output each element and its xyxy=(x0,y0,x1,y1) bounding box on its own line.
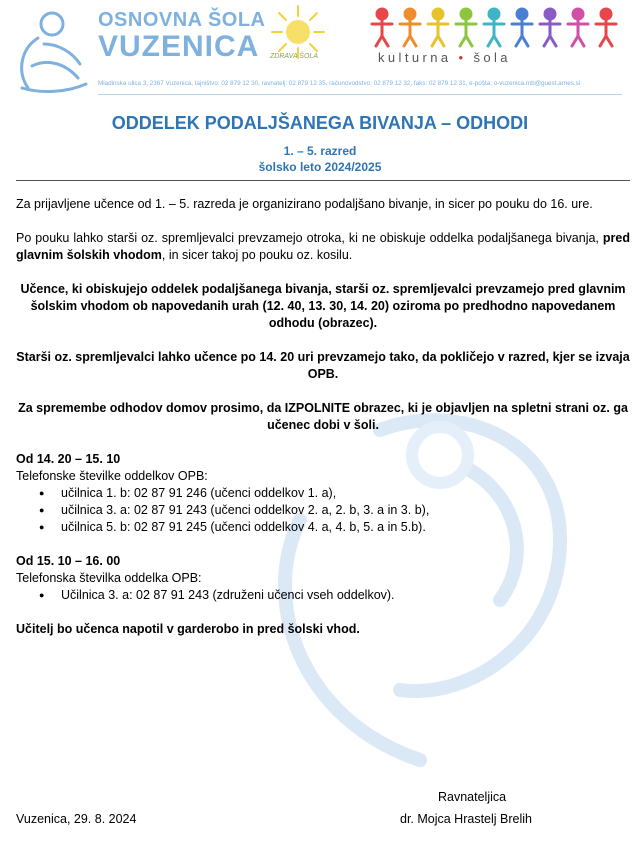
title-divider xyxy=(16,180,630,181)
section-1-heading: Od 14. 20 – 15. 10 xyxy=(16,452,121,466)
signer-role: Ravnateljica xyxy=(438,790,507,804)
header-divider xyxy=(98,94,622,95)
document-subtitle-year: šolsko leto 2024/2025 xyxy=(258,160,382,174)
place-date: Vuzenica, 29. 8. 2024 xyxy=(16,812,137,826)
signer-name: dr. Mojca Hrastelj Brelih xyxy=(400,812,532,826)
paragraph-3: Učence, ki obiskujejo oddelek podaljšanega bivanja, starši oz. spremljevalci prevzamejo pred glavnim šolskim vhodom ob napovedanih urah (12. 40, 13. 30, 14. 20) oziroma po predhodno napovedanem odhodu (obrazec). xyxy=(20,282,626,330)
document-title: ODDELEK PODALJŠANEGA BIVANJA – ODHODI xyxy=(111,113,529,133)
kulturna-dot: • xyxy=(451,50,474,65)
paragraph-2-b: , in sicer takoj po pouku oz. kosilu. xyxy=(161,248,353,262)
section-2-label: Telefonska številka oddelka OPB: xyxy=(16,571,202,585)
school-name xyxy=(98,10,266,62)
sola-word: šola xyxy=(473,50,511,65)
school-logo-icon xyxy=(8,4,90,94)
paragraph-2 xyxy=(16,230,630,264)
list-item: ● učilnica 3. a: 02 87 91 243 (učenci oddelkov 2. a, 2. b, 3. a in 3. b), xyxy=(61,502,630,519)
section-1-list xyxy=(16,485,630,536)
spacer xyxy=(16,213,630,230)
school-address: Mladinska ulica 3, 2367 Vuzenica, tajništvo: 02 879 12 30, ravnatelj: 02 879 12 35, računovodstvo: 02 879 12 32, faks: 02 879 12 31, e-pošta: o-vuzenica.mb@guest.arnes.si xyxy=(98,80,581,87)
paragraph-2-a: Po pouku lahko starši oz. spremljevalci prevzamejo otroka, ki ne obiskuje oddelka podaljšanega bivanja, xyxy=(16,231,603,245)
letterhead xyxy=(0,0,640,100)
spacer xyxy=(16,536,630,553)
list-item: ● učilnica 1. b: 02 87 91 246 (učenci oddelkov 1. a), xyxy=(61,485,630,502)
kulturna-word: kulturna xyxy=(378,50,452,65)
paragraph-2-bold: pred glavnim šolskih vhodom xyxy=(16,231,630,262)
kulturna-sola-label xyxy=(378,50,511,65)
spacer xyxy=(16,264,630,281)
paragraph-4: Starši oz. spremljevalci lahko učence po 14. 20 uri prevzamejo tako, da pokličejo v razred, kjer se izvaja OPB. xyxy=(16,350,630,381)
zdrava-sola-label: ZDRAVA ŠOLA xyxy=(270,53,318,60)
section-2-list xyxy=(16,587,630,604)
spacer xyxy=(16,332,630,349)
document-subtitle-grade: 1. – 5. razred xyxy=(283,144,357,158)
school-name-line1: OSNOVNA ŠOLA xyxy=(98,9,266,31)
list-item: ● Učilnica 3. a: 02 87 91 243 (združeni učenci vseh oddelkov). xyxy=(61,587,630,604)
spacer xyxy=(16,604,630,621)
document-body xyxy=(16,196,630,638)
school-name-line2: VUZENICA xyxy=(98,30,260,63)
paragraph-5: Za spremembe odhodov domov prosimo, da IZPOLNITE obrazec, ki je objavljen na spletni strani oz. ga učenec dobi v šoli. xyxy=(18,401,628,432)
spacer xyxy=(16,383,630,400)
closing-note: Učitelj bo učenca napotil v garderobo in pred šolski vhod. xyxy=(16,622,360,636)
paragraph-1: Za prijavljene učence od 1. – 5. razreda je organizirano podaljšano bivanje, in sicer po pouku do 16. ure. xyxy=(16,197,593,211)
section-1-label: Telefonske številke oddelkov OPB: xyxy=(16,469,208,483)
spacer xyxy=(16,434,630,451)
section-2-heading: Od 15. 10 – 16. 00 xyxy=(16,554,121,568)
list-item: ● učilnica 5. b: 02 87 91 245 (učenci oddelkov 4. a, 4. b, 5. a in 5.b). xyxy=(61,519,630,536)
